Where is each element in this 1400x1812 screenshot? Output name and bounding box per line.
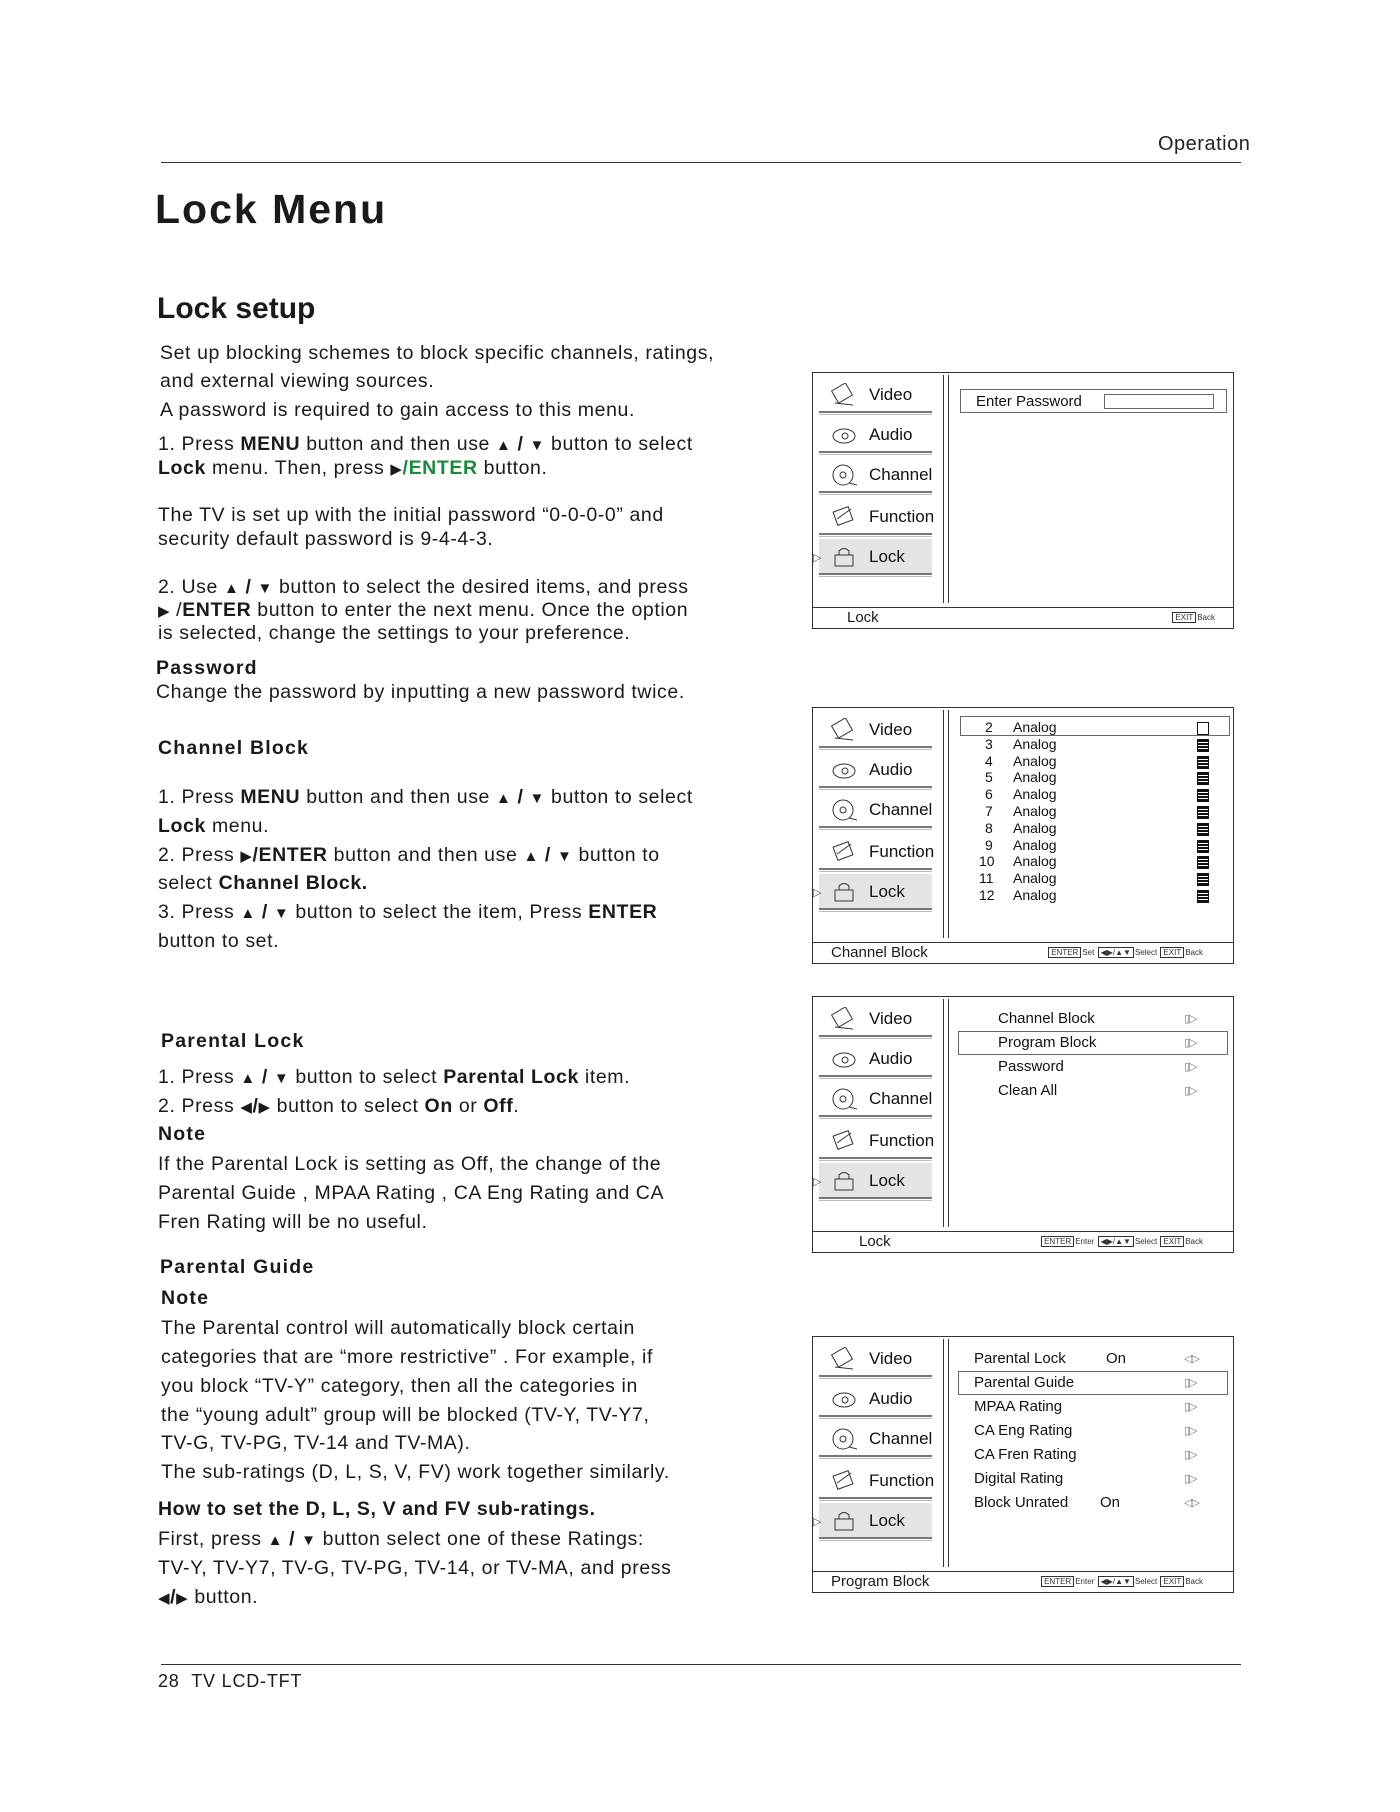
locked-checkbox-icon[interactable]	[1197, 739, 1209, 752]
osd-divider	[943, 710, 949, 938]
osd-footer: Lock ENTER Enter ◀▶/▲▼ Select EXIT Back	[813, 1231, 1233, 1252]
menu-item-lock[interactable]: ▷ Lock	[819, 1163, 932, 1199]
lock-option-program-block[interactable]: Program Block	[998, 1034, 1097, 1051]
menu-item-function[interactable]: Function	[819, 1463, 932, 1499]
channel-icon	[831, 1427, 857, 1451]
parental-lock-line: 2. Press ◀/▶ button to select On or Off.	[158, 1095, 520, 1117]
page-footer	[158, 1669, 302, 1693]
function-icon	[831, 505, 857, 529]
channel-number: 12	[979, 887, 995, 903]
channel-type: Analog	[1013, 836, 1057, 853]
program-block-option[interactable]: MPAA Rating	[974, 1398, 1063, 1415]
locked-checkbox-icon[interactable]	[1197, 856, 1209, 869]
submenu-arrow-icon: ▯▷	[1184, 1085, 1197, 1097]
lock-option-password[interactable]: Password	[998, 1058, 1064, 1075]
menu-item-channel[interactable]: Channel	[819, 1081, 932, 1117]
menu-item-video[interactable]: Video	[819, 712, 932, 748]
lock-option-clean-all[interactable]: Clean All	[998, 1082, 1058, 1099]
parental-lock-note-heading: Note	[158, 1123, 207, 1145]
locked-checkbox-icon[interactable]	[1197, 890, 1209, 903]
exit-key: EXIT	[1172, 612, 1196, 623]
locked-checkbox-icon[interactable]	[1197, 873, 1209, 886]
menu-item-audio[interactable]: Audio	[819, 417, 932, 453]
channel-number: 6	[985, 786, 993, 803]
program-block-option[interactable]: Block Unrated	[974, 1494, 1069, 1511]
menu-item-video[interactable]: Video	[819, 1001, 932, 1037]
channel-number: 11	[979, 870, 994, 887]
parental-guide-line: TV-G, TV-PG, TV-14 and TV-MA).	[161, 1432, 471, 1454]
locked-checkbox-icon[interactable]	[1197, 789, 1209, 802]
parental-guide-heading: Parental Guide	[160, 1256, 315, 1278]
down-arrow-icon: ▼	[529, 437, 545, 454]
left-arrow-icon: ◀	[240, 1099, 253, 1116]
channel-number: 4	[985, 752, 993, 769]
osd-lock-submenu-screen	[812, 996, 1234, 1253]
menu-item-audio[interactable]: Audio	[819, 1041, 932, 1077]
parental-lock-line: 1. Press ▲ / ▼ button to select Parental Lock item.	[158, 1066, 631, 1088]
enter-key: ENTER	[1041, 1576, 1074, 1587]
up-arrow-icon: ▲	[496, 437, 512, 454]
submenu-arrow-icon: ▯▷	[1184, 1449, 1197, 1461]
intro-line: and external viewing sources.	[160, 370, 435, 392]
audio-icon	[831, 1387, 857, 1411]
channel-block-line: Lock menu.	[158, 815, 270, 837]
video-icon	[831, 383, 857, 407]
menu-item-video[interactable]: Video	[819, 377, 932, 413]
exit-key: EXIT	[1160, 1236, 1184, 1247]
parental-guide-note-heading: Note	[161, 1287, 210, 1309]
channel-number: 5	[985, 769, 993, 786]
program-block-option[interactable]: Parental Lock	[974, 1350, 1066, 1367]
channel-type: Analog	[1013, 786, 1057, 803]
submenu-arrow-icon: ▯▷	[1184, 1377, 1197, 1389]
program-block-option[interactable]: CA Eng Rating	[974, 1422, 1073, 1439]
parental-lock-note: Fren Rating will be no useful.	[158, 1211, 428, 1233]
step1-line1: 1. Press MENU button and then use ▲ / ▼ button to select	[158, 433, 693, 455]
osd-divider	[943, 999, 949, 1227]
selected-row-highlight	[960, 716, 1230, 736]
menu-item-video[interactable]: Video	[819, 1341, 932, 1377]
lock-icon	[831, 880, 857, 904]
right-arrow-icon: ▶	[390, 461, 403, 478]
submenu-arrow-icon: ▯▷	[1184, 1425, 1197, 1437]
enter-key: ENTER	[1041, 1236, 1074, 1247]
channel-block-line: button to set.	[158, 930, 280, 952]
channel-number: 9	[985, 836, 993, 853]
osd-channel-block-screen	[812, 707, 1234, 964]
left-arrow-icon: ◀	[158, 1590, 171, 1607]
channel-type: Analog	[1013, 819, 1057, 836]
pointer-icon: ▷	[813, 552, 822, 564]
password-heading: Password	[156, 657, 258, 679]
video-icon	[831, 718, 857, 742]
channel-block-line: 1. Press MENU button and then use ▲ / ▼ button to select	[158, 786, 693, 808]
enter-password-label: Enter Password	[976, 393, 1082, 410]
osd-footer: Lock EXIT Back	[813, 607, 1233, 628]
menu-item-channel[interactable]: Channel	[819, 1421, 932, 1457]
intro-line: Set up blocking schemes to block specific channels, ratings,	[160, 342, 715, 364]
program-block-option[interactable]: CA Fren Rating	[974, 1446, 1077, 1463]
video-icon	[831, 1347, 857, 1371]
password-input[interactable]	[1104, 394, 1214, 409]
osd-footer: Program Block ENTER Enter ◀▶/▲▼ Select EXIT Back	[813, 1571, 1233, 1592]
product-name: TV LCD-TFT	[191, 1671, 303, 1691]
locked-checkbox-icon[interactable]	[1197, 806, 1209, 819]
navigate-key: ◀▶/▲▼	[1098, 947, 1134, 958]
down-arrow-icon: ▼	[301, 1532, 317, 1549]
lock-option-channel-block[interactable]: Channel Block	[998, 1010, 1095, 1027]
osd-password-screen	[812, 372, 1234, 629]
navigate-key: ◀▶/▲▼	[1098, 1236, 1134, 1247]
footer-rule	[161, 1664, 1241, 1665]
channel-block-line: 2. Press ▶/ENTER button and then use ▲ / ▼ button to	[158, 844, 660, 866]
up-arrow-icon: ▲	[267, 1532, 284, 1549]
right-arrow-icon: ▶	[176, 1590, 189, 1607]
submenu-arrow-icon: ▯▷	[1184, 1401, 1197, 1413]
function-icon	[831, 840, 857, 864]
locked-checkbox-icon[interactable]	[1197, 756, 1209, 769]
program-block-option[interactable]: Parental Guide	[974, 1374, 1075, 1391]
menu-item-lock[interactable]: ▷ Lock	[819, 874, 932, 910]
up-arrow-icon: ▲	[223, 580, 240, 597]
channel-icon	[831, 798, 857, 822]
lock-icon	[831, 545, 857, 569]
channel-type: Analog	[1013, 769, 1057, 786]
down-arrow-icon: ▼	[556, 848, 573, 865]
parental-guide-line: The sub-ratings (D, L, S, V, FV) work together similarly.	[161, 1461, 670, 1483]
channel-type: Analog	[1013, 887, 1057, 903]
right-arrow-icon: ▶	[158, 603, 171, 620]
parental-guide-line: The Parental control will automatically block certain	[161, 1317, 635, 1339]
video-icon	[831, 1007, 857, 1031]
channel-block-heading: Channel Block	[158, 737, 310, 759]
up-arrow-icon: ▲	[496, 790, 512, 807]
channel-number: 7	[985, 803, 993, 819]
right-arrow-icon: ▶	[240, 848, 253, 865]
sub-ratings-line: First, press ▲ / ▼ button select one of these Ratings:	[158, 1528, 644, 1550]
menu-item-function[interactable]: Function	[819, 499, 932, 535]
exit-key: EXIT	[1160, 947, 1184, 958]
lock-icon	[831, 1169, 857, 1193]
password-text: Change the password by inputting a new password twice.	[156, 681, 685, 703]
menu-item-lock[interactable]: ▷ Lock	[819, 1503, 932, 1539]
osd-footer: Channel Block ENTER Set ◀▶/▲▼ Select EXIT Back	[813, 942, 1233, 963]
page-number: 28	[158, 1671, 180, 1691]
pointer-icon: ▷	[813, 1516, 822, 1528]
channel-icon	[831, 463, 857, 487]
sub-ratings-line: ◀/▶ button.	[158, 1586, 259, 1608]
submenu-arrow-icon: ▯▷	[1184, 1037, 1197, 1049]
step2-line3: is selected, change the settings to your preference.	[158, 622, 631, 644]
parental-guide-line: the “young adult” group will be blocked (TV-Y, TV-Y7,	[161, 1404, 650, 1426]
down-arrow-icon: ▼	[273, 1070, 290, 1087]
menu-item-channel[interactable]: Channel	[819, 792, 932, 828]
channel-type: Analog	[1013, 735, 1057, 752]
channel-type: Analog	[1013, 870, 1057, 887]
menu-item-audio[interactable]: Audio	[819, 1381, 932, 1417]
function-icon	[831, 1469, 857, 1493]
channel-type: Analog	[1013, 752, 1057, 769]
osd-program-block-screen	[812, 1336, 1234, 1593]
section-subtitle: Lock setup	[157, 292, 316, 325]
menu-item-audio[interactable]: Audio	[819, 752, 932, 788]
sub-ratings-heading: How to set the D, L, S, V and FV sub-ratings.	[158, 1498, 596, 1520]
down-arrow-icon: ▼	[257, 580, 273, 597]
navigate-key: ◀▶/▲▼	[1098, 1576, 1134, 1587]
channel-number: 2	[985, 719, 993, 735]
channel-number: 10	[979, 853, 995, 870]
locked-checkbox-icon[interactable]	[1197, 840, 1209, 853]
parental-lock-note: Parental Guide , MPAA Rating , CA Eng Rating and CA	[158, 1182, 665, 1204]
exit-key: EXIT	[1160, 1576, 1184, 1587]
up-arrow-icon: ▲	[240, 1070, 256, 1087]
channel-number: 8	[985, 819, 993, 836]
submenu-arrow-icon: ▯▷	[1184, 1473, 1197, 1485]
menu-item-channel[interactable]: Channel	[819, 457, 932, 493]
left-right-arrow-icon: ◁▷	[1184, 1497, 1199, 1509]
audio-icon	[831, 1047, 857, 1071]
down-arrow-icon: ▼	[273, 905, 290, 922]
up-arrow-icon: ▲	[240, 905, 256, 922]
audio-icon	[831, 423, 857, 447]
step1-line2: Lock menu. Then, press ▶/ENTER button.	[158, 457, 548, 479]
channel-block-line: 3. Press ▲ / ▼ button to select the item, Press ENTER	[158, 901, 658, 923]
parental-guide-line: categories that are “more restrictive” . For example, if	[161, 1346, 654, 1368]
right-arrow-icon: ▶	[258, 1099, 271, 1116]
locked-checkbox-icon[interactable]	[1197, 772, 1209, 785]
parental-guide-line: you block “TV-Y” category, then all the categories in	[161, 1375, 638, 1397]
initial-password-line: The TV is set up with the initial password “0-0-0-0” and	[158, 504, 664, 526]
enter-key: ENTER	[1048, 947, 1081, 958]
channel-icon	[831, 1087, 857, 1111]
program-block-option[interactable]: Digital Rating	[974, 1470, 1064, 1487]
channel-type: Analog	[1013, 803, 1057, 819]
channel-type: Analog	[1013, 853, 1057, 870]
submenu-arrow-icon: ▯▷	[1184, 1061, 1197, 1073]
locked-checkbox-icon[interactable]	[1197, 823, 1209, 836]
left-right-arrow-icon: ◁▷	[1184, 1353, 1199, 1365]
parental-lock-note: If the Parental Lock is setting as Off, the change of the	[158, 1153, 662, 1175]
program-block-value: On	[1106, 1350, 1127, 1367]
menu-item-lock[interactable]: ▷ Lock	[819, 539, 932, 575]
unlocked-checkbox-icon[interactable]	[1197, 722, 1209, 735]
program-block-value: On	[1100, 1494, 1121, 1511]
step2-line1: 2. Use ▲ / ▼ button to select the desired items, and press	[158, 576, 689, 598]
step2-line2: ▶ /ENTER button to enter the next menu. Once the option	[158, 599, 689, 621]
initial-password-line: security default password is 9-4-4-3.	[158, 528, 494, 550]
header-rule	[161, 162, 1241, 163]
channel-type: Analog	[1013, 719, 1057, 735]
submenu-arrow-icon: ▯▷	[1184, 1013, 1197, 1025]
up-arrow-icon: ▲	[523, 848, 539, 865]
intro-line: A password is required to gain access to this menu.	[160, 399, 635, 421]
channel-block-line: select Channel Block.	[158, 872, 368, 894]
pointer-icon: ▷	[813, 887, 822, 899]
channel-number: 3	[985, 735, 993, 752]
function-icon	[831, 1129, 857, 1153]
pointer-icon: ▷	[813, 1176, 822, 1188]
parental-lock-heading: Parental Lock	[161, 1030, 305, 1052]
page-title: Lock Menu	[155, 186, 388, 232]
audio-icon	[831, 758, 857, 782]
sub-ratings-line: TV-Y, TV-Y7, TV-G, TV-PG, TV-14, or TV-MA, and press	[158, 1557, 672, 1579]
lock-icon	[831, 1509, 857, 1533]
menu-item-function[interactable]: Function	[819, 1123, 932, 1159]
down-arrow-icon: ▼	[529, 790, 545, 807]
osd-divider	[943, 1339, 949, 1567]
menu-item-function[interactable]: Function	[819, 834, 932, 870]
osd-divider	[943, 375, 949, 603]
section-label: Operation	[1158, 133, 1251, 155]
